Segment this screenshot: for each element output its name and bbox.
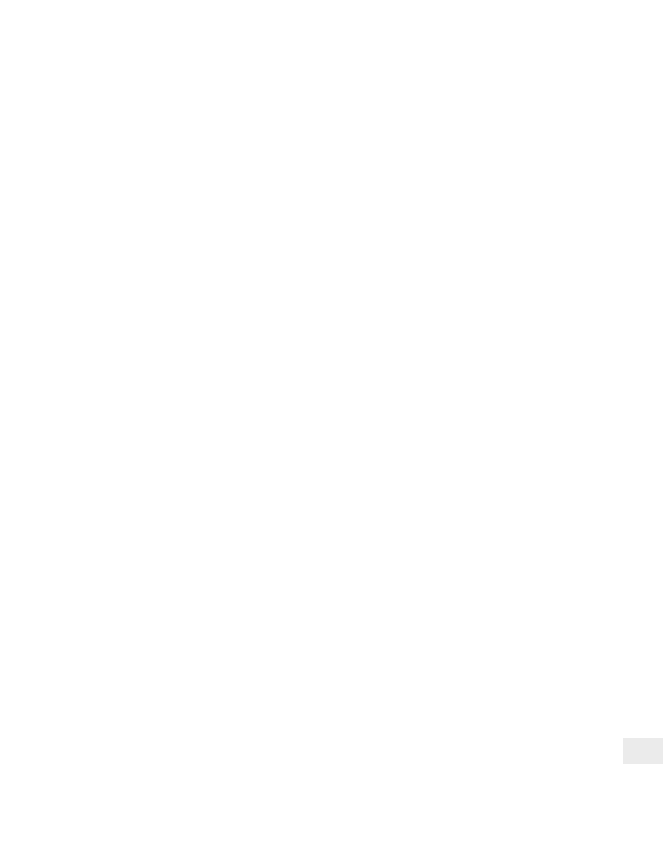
watermark	[623, 738, 663, 764]
